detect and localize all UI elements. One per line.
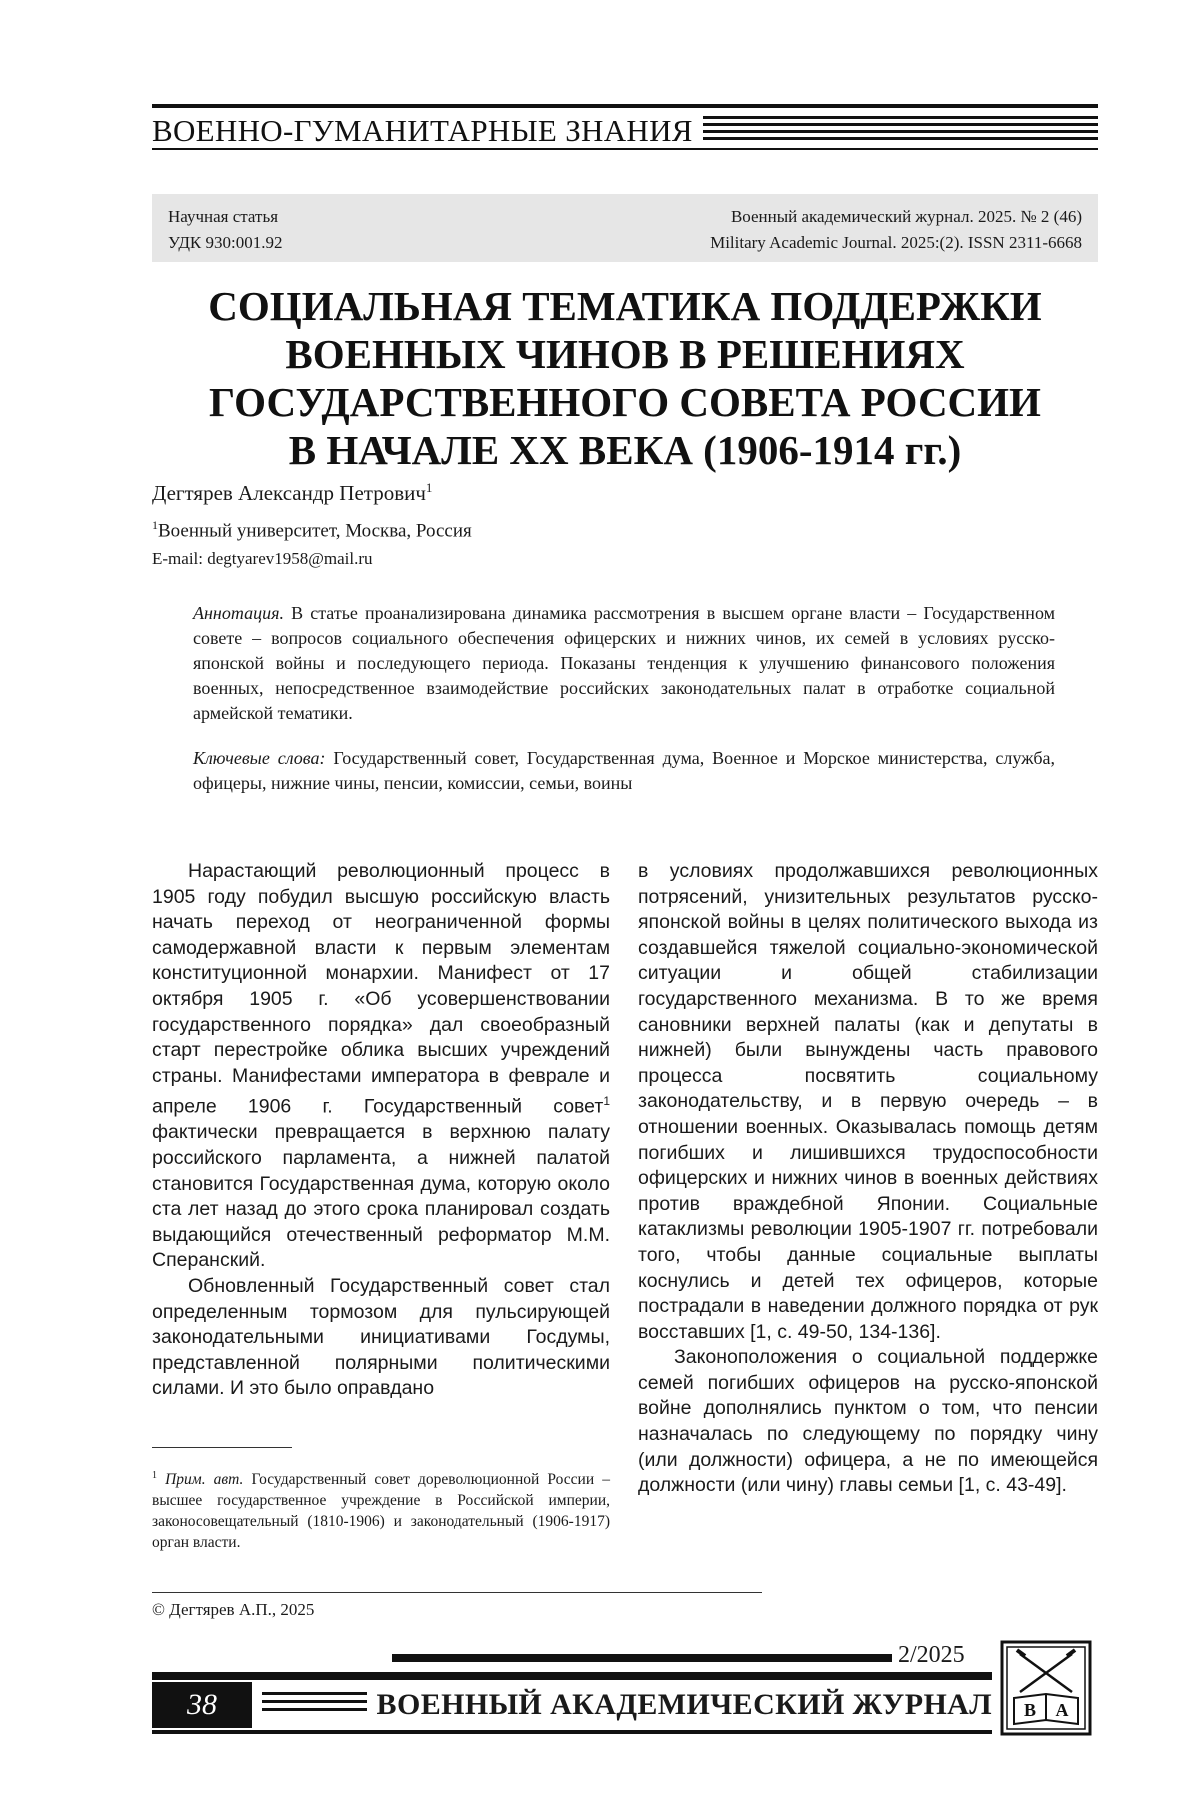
footer-bar [152,1730,992,1734]
author-line [152,480,432,506]
udc-code: УДК 930:001.92 [168,233,283,252]
journal-citation-ru: Военный академический журнал. 2025. № 2 (46) [730,207,1082,226]
article-type: Научная статья [168,207,279,226]
footnote-mark: 1 [152,1470,157,1481]
journal-citation-en: Military Academic Journal. 2025:(2). ISSN 2311-6668 [710,233,1082,252]
footnote-text: Государственный совет дореволюционной России – высшее государственное учреждение в Российской империи, законосовещательный (1810-1906) и законодательный (1906-1917) орган власти. [152,1471,610,1552]
author-name: Дегтярев Александр Петрович [152,481,426,505]
journal-logo [1000,1640,1092,1736]
body-paragraph: Нарастающий революционный процесс в 1905 году побудил высшую российскую власть начать переход от неограниченной формы самодержавной власти к первым элементам конституционной монархии. Манифест от 17 октября 1905 г. «Об усовершенствовании государственного порядка» дал своеобразный старт перестройке облика высших учреждений страны. Манифестами императора в феврале и апреле 1906 г. Государственный совет$^1$ фактически превращается в верхнюю палату российского парламента, а нижней палатой становится Государственная дума, которую около ста лет назад до этого срока планировал создать выдающийся отечественный реформатор М.М. Сперанский. [152,860,610,1272]
abstract-label: Аннотация. [193,603,284,623]
section-title: ВОЕННО-ГУМАНИТАРНЫЕ ЗНАНИЯ [152,114,703,148]
affiliation-mark: 1 [152,518,158,532]
article-title [152,282,1098,474]
copyright-rule [152,1592,762,1593]
title-line: В НАЧАЛЕ XX ВЕКА (1906-1914 гг.) [288,427,962,473]
footer-bar [392,1654,892,1662]
abstract [193,601,1055,726]
author-email: E-mail: degtyarev1958@mail.ru [152,549,373,568]
footnote [152,1465,610,1553]
title-line: СОЦИАЛЬНАЯ ТЕМАТИКА ПОДДЕРЖКИ [208,283,1042,329]
footnote-rule [152,1447,292,1448]
keywords [193,746,1055,796]
body-paragraph: Обновленный Государственный совет стал определенным тормозом для пульсирующей законодательными инициативами Госдумы, представленной полярными политическими силами. И это было оправдано [152,1275,610,1400]
body-paragraph: в условиях продолжавшихся революционных потрясений, унизительных результатов русско-японской войны в целях политического выхода из создавшейся тяжелой социально-экономической ситуации и общей стабилизации государственного механизма. В то же время сановники верхней палаты (как и депутаты в нижней) были вынуждены часть правового процесса посвятить социальному законодательству, и в первую очередь – в отношении военных. Оказывалась помощь детям погибших и лишившихся трудоспособности офицерских и нижних чинов в военных действиях против враждебной Японии. Социальные катаклизмы революции 1905-1907 гг. потребовали того, чтобы данные социальные выплаты коснулись и детей тех офицеров, которые пострадали в наведении должного порядка от рук восставших [1, с. 49-50, 134-136]. [638,860,1098,1343]
keywords-text: Государственный совет, Государственная дума, Военное и Морское министерства, служба, офицеры, нижние чины, пенсии, комиссии, семьи, воины [193,748,1055,793]
issue-number: 2/2025 [898,1642,965,1668]
affiliation [152,518,472,542]
header-rule-bottom [152,148,1098,150]
section-header [152,100,1098,152]
header-rule [152,104,1098,108]
journal-title: ВОЕННЫЙ АКАДЕМИЧЕСКИЙ ЖУРНАЛ [367,1686,992,1724]
body-paragraph: Законоположения о социальной поддержке семей погибших офицеров на русско-японской войне дополнялись пунктом о том, что пенсии назначалась по следующему по порядку чину (или должности) офицера, а не по имеющейся должности (или чину) главы семьи [1, с. 43-49]. [638,1346,1098,1497]
footer-bar [152,1672,992,1680]
author-mark: 1 [425,480,433,495]
body-column-right [638,859,1098,1499]
affiliation-text: Военный университет, Москва, Россия [158,520,472,542]
keywords-label: Ключевые слова: [193,748,326,768]
page-number: 38 [152,1682,252,1728]
title-line: ВОЕННЫХ ЧИНОВ В РЕШЕНИЯХ [285,331,965,377]
title-line: ГОСУДАРСТВЕННОГО СОВЕТА РОССИИ [209,379,1041,425]
logo-letter: А [1055,1700,1069,1720]
logo-letter: В [1023,1700,1037,1720]
abstract-text: В статье проанализирована динамика рассмотрения в высшем органе власти – Государственном совете – вопросов социального обеспечения офицерских и нижних чинов, их семей в условиях русско-японской войны и последующего периода. Показаны тенденция к улучшению финансового положения военных, непосредственное взаимодействие российских законодательных палат в отработке социальной армейской тематики. [193,603,1055,723]
footnote-ref: 1 [603,1094,610,1109]
article-meta-band [152,194,1098,262]
body-column-left [152,859,610,1402]
copyright: © Дегтярев А.П., 2025 [152,1600,315,1619]
footer-journal [262,1682,992,1728]
footnote-label: Прим. авт. [165,1471,244,1489]
